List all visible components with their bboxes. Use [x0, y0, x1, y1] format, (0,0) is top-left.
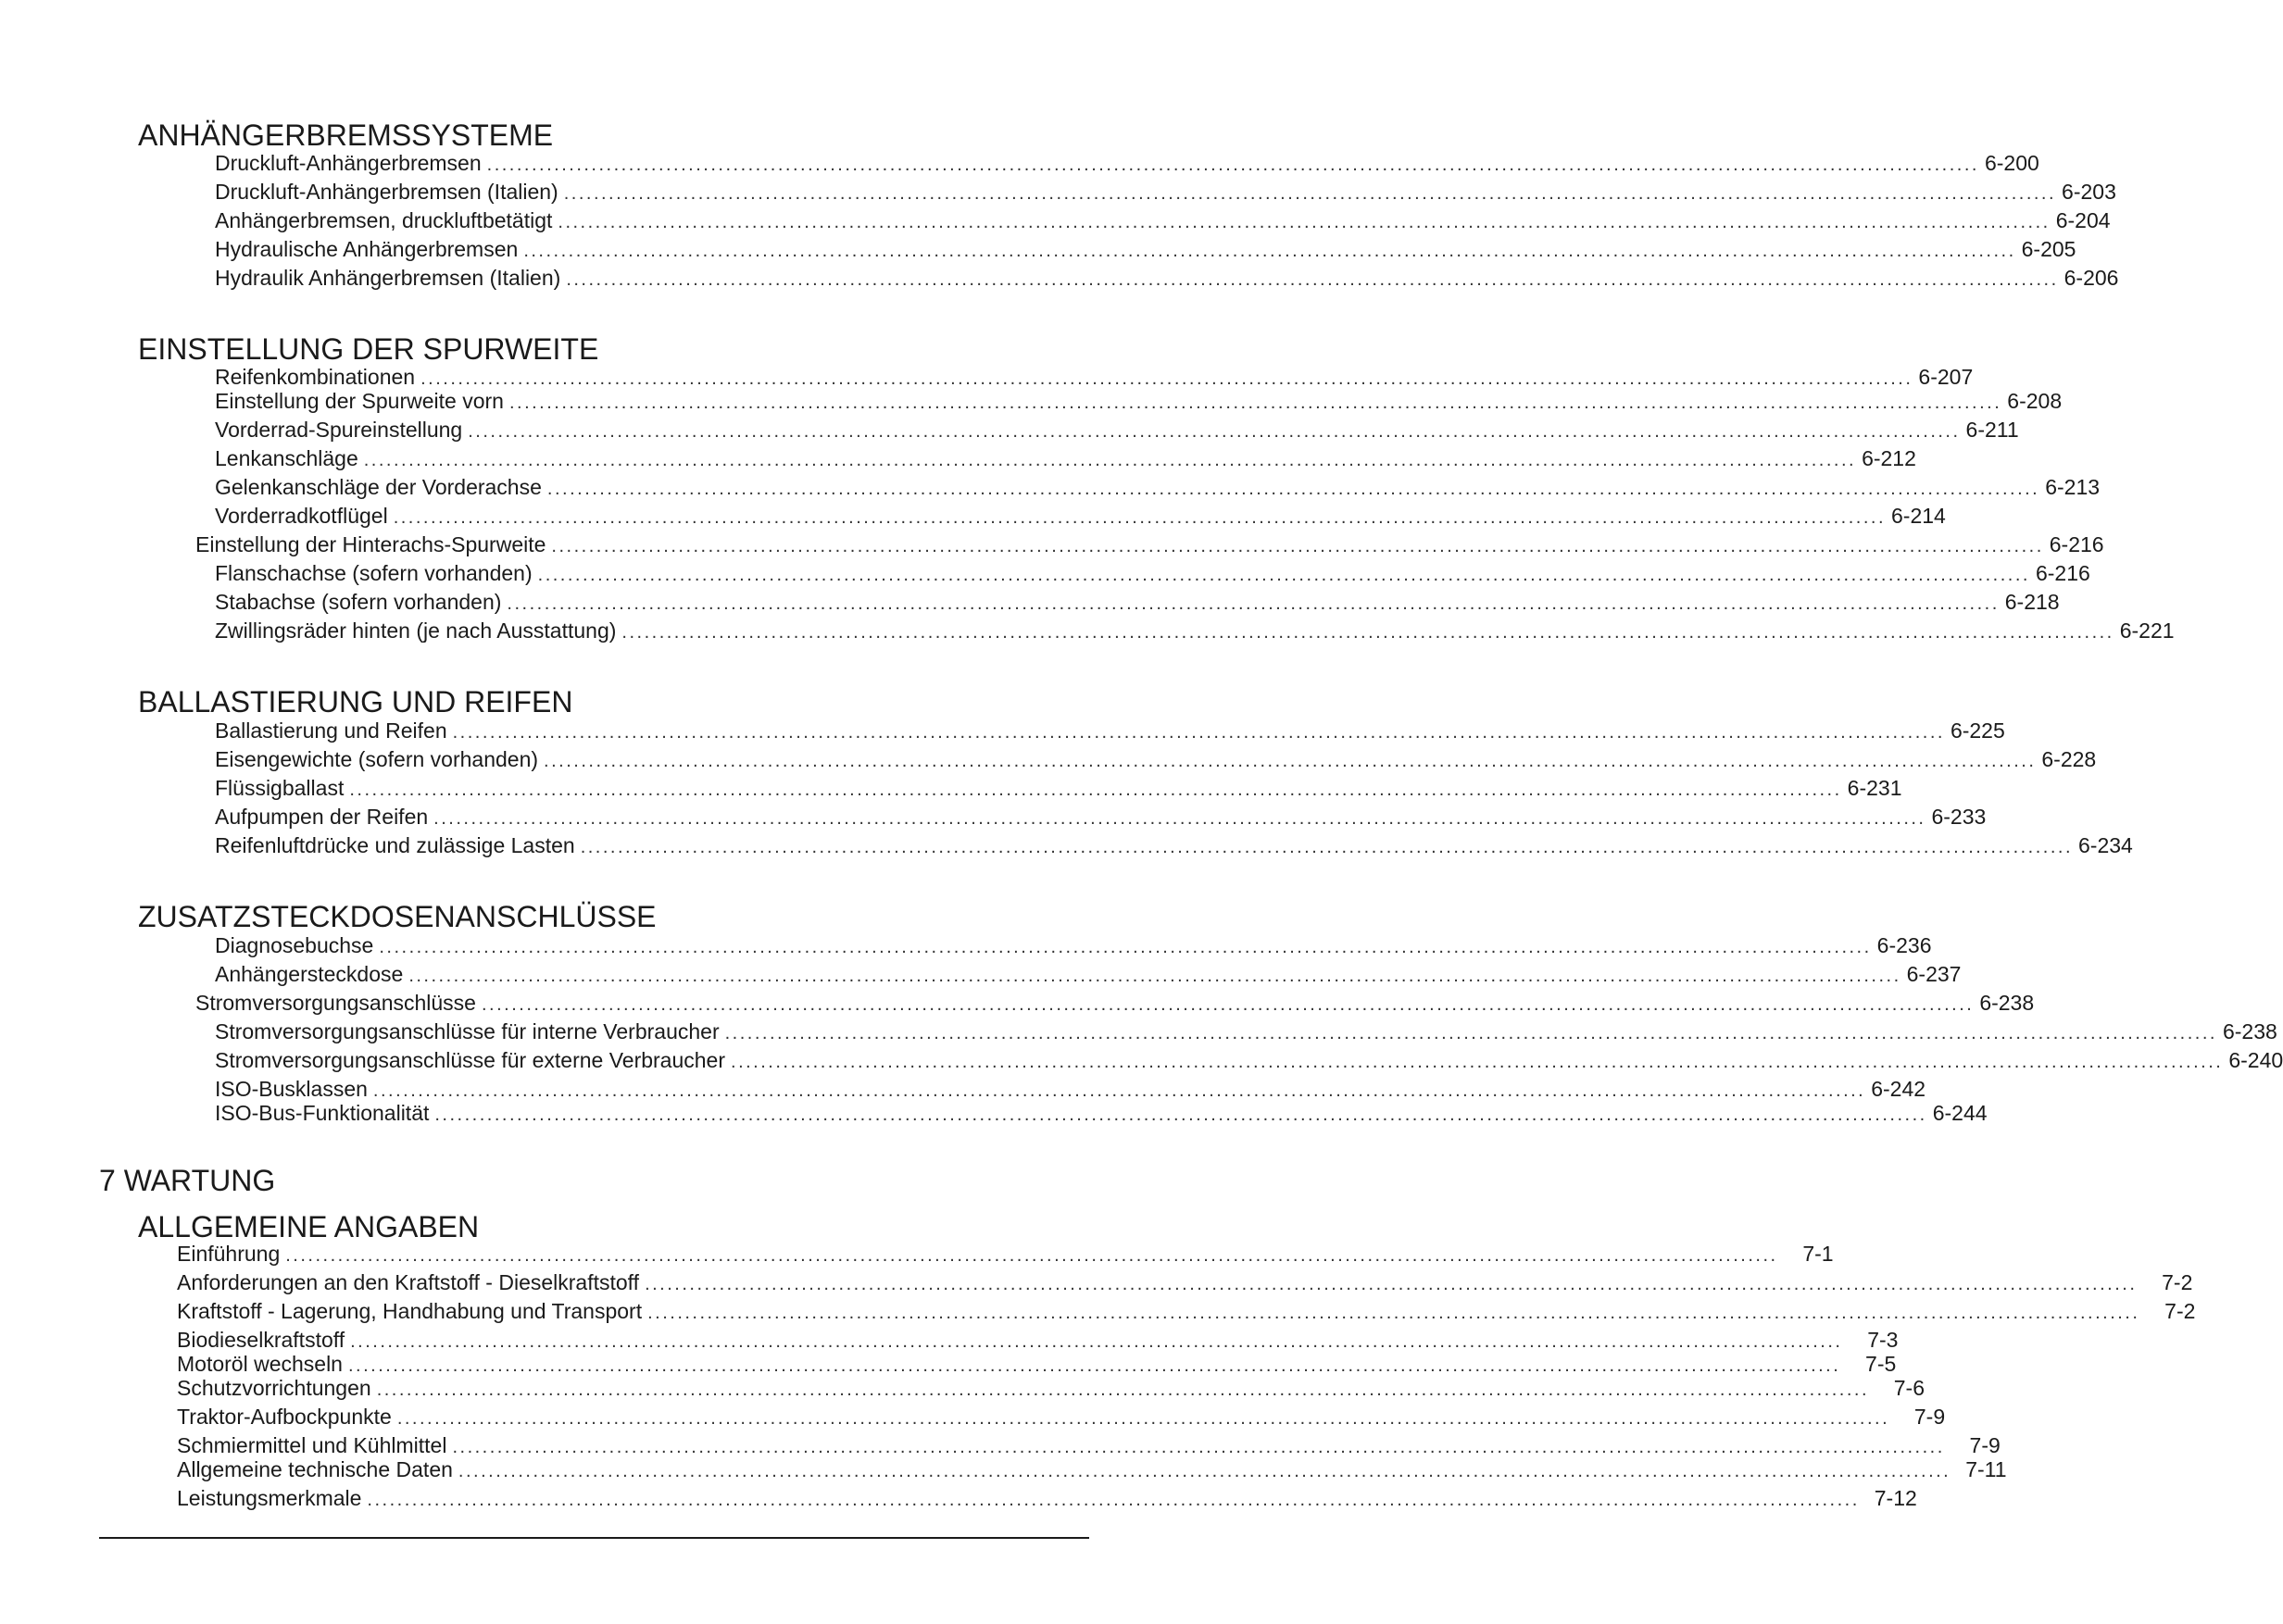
toc-entry[interactable] — [177, 1352, 1897, 1378]
dot-leader: ........................................................................................................................................................................................................ — [731, 1052, 2224, 1072]
entry-page: 6-207 — [1918, 365, 1974, 389]
entry-page: 6-211 — [1965, 418, 2019, 442]
toc-entry[interactable] — [215, 833, 2133, 859]
entry-page: 6-208 — [2007, 389, 2063, 413]
dot-leader: ........................................................................................................................................................................................................ — [434, 1105, 1927, 1125]
entry-page: 7-5 — [1865, 1352, 1897, 1376]
toc-entry[interactable] — [195, 532, 2104, 558]
toc-entry[interactable] — [215, 718, 2005, 744]
entry-title: Druckluft-Anhängerbremsen (Italien) — [215, 180, 558, 204]
entry-page: 6-233 — [1931, 805, 1987, 829]
dot-leader: ........................................................................................................................................................................................................ — [452, 1437, 1945, 1457]
dot-leader: ........................................................................................................................................................................................................ — [349, 780, 1842, 800]
dot-leader: ........................................................................................................................................................................................................ — [433, 808, 1926, 829]
dot-leader: ........................................................................................................................................................................................................ — [379, 937, 1872, 957]
entry-page: 7-1 — [1802, 1242, 1834, 1266]
dot-leader: ........................................................................................................................................................................................................ — [621, 622, 2114, 643]
entry-page: 6-221 — [2119, 618, 2175, 643]
toc-entry[interactable] — [215, 365, 1974, 391]
entry-page: 6-213 — [2045, 475, 2101, 499]
entry-title: Stromversorgungsanschlüsse für externe Verbraucher — [215, 1048, 726, 1072]
entry-page: 6-216 — [2049, 532, 2104, 556]
dot-leader: ........................................................................................................................................................................................................ — [544, 751, 2037, 771]
entry-page: 7-9 — [1969, 1433, 2001, 1457]
toc-entry[interactable] — [215, 561, 2090, 587]
entry-title: Vorderrad-Spureinstellung — [215, 418, 463, 442]
dot-leader: ........................................................................................................................................................................................................ — [420, 369, 1913, 389]
toc-entry[interactable] — [215, 933, 1932, 959]
toc-entry[interactable] — [177, 1433, 2001, 1459]
entry-title: Motoröl wechseln — [177, 1352, 343, 1376]
entry-page: 6-244 — [1932, 1101, 1988, 1125]
dot-leader: ........................................................................................................................................................................................................ — [481, 994, 1975, 1015]
entry-page: 6-206 — [2063, 266, 2119, 290]
entry-page: 7-12 — [1874, 1486, 1917, 1510]
dot-leader: ........................................................................................................................................................................................................ — [546, 479, 2040, 499]
dot-leader: ........................................................................................................................................................................................................ — [507, 593, 2000, 614]
toc-entry[interactable] — [215, 418, 2019, 443]
entry-title: Stabachse (sofern vorhanden) — [215, 590, 502, 614]
entry-title: Ballastierung und Reifen — [215, 718, 447, 743]
entry-title: Hydraulik Anhängerbremsen (Italien) — [215, 266, 561, 290]
toc-entry[interactable] — [215, 475, 2101, 501]
entry-title: Druckluft-Anhängerbremsen — [215, 151, 482, 175]
entry-page: 6-238 — [2222, 1019, 2277, 1043]
entry-title: Anhängerbremsen, druckluftbetätigt — [215, 208, 553, 232]
entry-page: 6-216 — [2035, 561, 2090, 585]
entry-title: Gelenkanschläge der Vorderachse — [215, 475, 542, 499]
entry-title: Hydraulische Anhängerbremsen — [215, 237, 519, 261]
toc-entry[interactable] — [177, 1486, 1917, 1512]
chapter-heading: 7 WARTUNG — [99, 1164, 276, 1197]
entry-page: 7-9 — [1913, 1405, 1946, 1429]
toc-entry[interactable] — [215, 1019, 2277, 1045]
toc-entry[interactable] — [215, 776, 1902, 802]
dot-leader: ........................................................................................................................................................................................................ — [647, 1303, 2140, 1323]
dot-leader: ........................................................................................................................................................................................................ — [558, 212, 2051, 232]
entry-page: 6-203 — [2062, 180, 2116, 204]
dot-leader: ........................................................................................................................................................................................................ — [350, 1331, 1843, 1352]
entry-page: 6-205 — [2021, 237, 2076, 261]
entry-title: Kraftstoff - Lagerung, Handhabung und Transport — [177, 1299, 643, 1323]
toc-entry[interactable] — [215, 237, 2076, 263]
toc-entry[interactable] — [177, 1328, 1899, 1354]
dot-leader: ........................................................................................................................................................................................................ — [408, 966, 1901, 986]
toc-entry[interactable] — [195, 991, 2035, 1017]
entry-page: 6-218 — [2004, 590, 2060, 614]
toc-entry[interactable] — [215, 590, 2060, 616]
entry-title: Schmiermittel und Kühlmittel — [177, 1433, 447, 1457]
dot-leader: ........................................................................................................................................................................................................ — [523, 241, 2016, 261]
entry-title: Einführung — [177, 1242, 281, 1266]
dot-leader: ........................................................................................................................................................................................................ — [396, 1408, 1890, 1429]
dot-leader: ........................................................................................................................................................................................................ — [580, 837, 2074, 857]
entry-title: Diagnosebuchse — [215, 933, 374, 957]
toc-entry[interactable] — [215, 389, 2063, 415]
toc-entry[interactable] — [215, 151, 2039, 177]
toc-entry[interactable] — [215, 180, 2116, 206]
entry-page: 7-2 — [2162, 1270, 2193, 1294]
entry-title: ISO-Bus-Funktionalität — [215, 1101, 430, 1125]
toc-entry[interactable] — [177, 1299, 2196, 1325]
toc-entry[interactable] — [215, 208, 2111, 234]
dot-leader: ........................................................................................................................................................................................................ — [486, 155, 1979, 175]
section-heading: ALLGEMEINE ANGABEN — [138, 1210, 480, 1243]
entry-page: 7-11 — [1965, 1457, 2007, 1481]
dot-leader: ........................................................................................................................................................................................................ — [724, 1023, 2217, 1043]
toc-entry[interactable] — [215, 1048, 2283, 1074]
dot-leader: ........................................................................................................................................................................................................ — [372, 1081, 1866, 1101]
dot-leader: ........................................................................................................................................................................................................ — [537, 565, 2030, 585]
entry-page: 6-237 — [1906, 962, 1962, 986]
entry-page: 6-225 — [1950, 718, 2005, 743]
toc-entry[interactable] — [215, 266, 2119, 292]
entry-page: 6-234 — [2078, 833, 2133, 857]
dot-leader: ........................................................................................................................................................................................................ — [551, 536, 2044, 556]
entry-title: Traktor-Aufbockpunkte — [177, 1405, 392, 1429]
entry-page: 6-212 — [1862, 446, 1916, 470]
section-heading: ZUSATZSTECKDOSENANSCHLÜSSE — [138, 900, 657, 933]
entry-page: 6-236 — [1876, 933, 1932, 957]
entry-title: Einstellung der Spurweite vorn — [215, 389, 504, 413]
entry-title: Lenkanschläge — [215, 446, 358, 470]
entry-page: 6-214 — [1891, 504, 1946, 528]
section-heading: ANHÄNGERBREMSSYSTEME — [138, 119, 554, 152]
dot-leader: ........................................................................................................................................................................................................ — [566, 269, 2059, 290]
toc-entry[interactable] — [177, 1405, 1946, 1430]
dot-leader: ........................................................................................................................................................................................................ — [508, 393, 2002, 413]
entry-title: Eisengewichte (sofern vorhanden) — [215, 747, 539, 771]
dot-leader: ........................................................................................................................................................................................................ — [458, 1461, 1951, 1481]
entry-title: Vorderradkotflügel — [215, 504, 388, 528]
entry-title: Flüssigballast — [215, 776, 345, 800]
dot-leader: ........................................................................................................................................................................................................ — [645, 1274, 2138, 1294]
entry-title: ISO-Busklassen — [215, 1077, 368, 1101]
entry-title: Reifenluftdrücke und zulässige Lasten — [215, 833, 575, 857]
toc-entry[interactable] — [177, 1457, 2007, 1483]
entry-title: Anhängersteckdose — [215, 962, 404, 986]
entry-page: 6-242 — [1871, 1077, 1926, 1101]
entry-page: 6-204 — [2055, 208, 2111, 232]
toc-entry[interactable] — [177, 1242, 1834, 1268]
dot-leader: ........................................................................................................................................................................................................ — [468, 421, 1961, 442]
dot-leader: ........................................................................................................................................................................................................ — [347, 1355, 1841, 1376]
entry-title: Allgemeine technische Daten — [177, 1457, 453, 1481]
entry-title: Flanschachse (sofern vorhanden) — [215, 561, 533, 585]
toc-entry[interactable] — [215, 618, 2175, 644]
entry-page: 7-6 — [1893, 1376, 1925, 1400]
entry-title: Einstellung der Hinterachs-Spurweite — [195, 532, 546, 556]
toc-entry[interactable] — [177, 1376, 1925, 1402]
toc-entry[interactable] — [215, 446, 1916, 472]
toc-entry[interactable] — [215, 805, 1987, 831]
footer-rule — [99, 1537, 1089, 1539]
dot-leader: ........................................................................................................................................................................................................ — [376, 1380, 1870, 1400]
section-heading: EINSTELLUNG DER SPURWEITE — [138, 332, 599, 366]
toc-entry[interactable] — [215, 1101, 1988, 1127]
toc-entry[interactable] — [215, 747, 2097, 773]
dot-leader: ........................................................................................................................................................................................................ — [363, 450, 1857, 470]
entry-title: Biodieselkraftstoff — [177, 1328, 345, 1352]
dot-leader: ........................................................................................................................................................................................................ — [393, 507, 1887, 528]
section-heading: BALLASTIERUNG UND REIFEN — [138, 685, 573, 718]
dot-leader: ........................................................................................................................................................................................................ — [285, 1245, 1778, 1266]
entry-title: Zwillingsräder hinten (je nach Ausstattung) — [215, 618, 617, 643]
entry-title: Aufpumpen der Reifen — [215, 805, 429, 829]
toc-entry[interactable] — [215, 1077, 1926, 1103]
entry-page: 7-2 — [2164, 1299, 2196, 1323]
entry-page: 7-3 — [1867, 1328, 1899, 1352]
dot-leader: ........................................................................................................................................................................................................ — [452, 722, 1945, 743]
entry-title: Schutzvorrichtungen — [177, 1376, 371, 1400]
entry-page: 6-231 — [1847, 776, 1902, 800]
toc-entry[interactable] — [215, 504, 1946, 530]
entry-title: Anforderungen an den Kraftstoff - Dieselkraftstoff — [177, 1270, 640, 1294]
dot-leader: ........................................................................................................................................................................................................ — [367, 1490, 1860, 1510]
entry-page: 6-238 — [1979, 991, 2035, 1015]
dot-leader: ........................................................................................................................................................................................................ — [563, 183, 2057, 204]
toc-entry[interactable] — [177, 1270, 2193, 1296]
entry-page: 6-240 — [2228, 1048, 2283, 1072]
entry-title: Reifenkombinationen — [215, 365, 416, 389]
entry-title: Stromversorgungsanschlüsse — [195, 991, 476, 1015]
toc-entry[interactable] — [215, 962, 1962, 988]
entry-title: Stromversorgungsanschlüsse für interne Verbraucher — [215, 1019, 720, 1043]
entry-page: 6-228 — [2041, 747, 2097, 771]
entry-title: Leistungsmerkmale — [177, 1486, 362, 1510]
entry-page: 6-200 — [1984, 151, 2039, 175]
